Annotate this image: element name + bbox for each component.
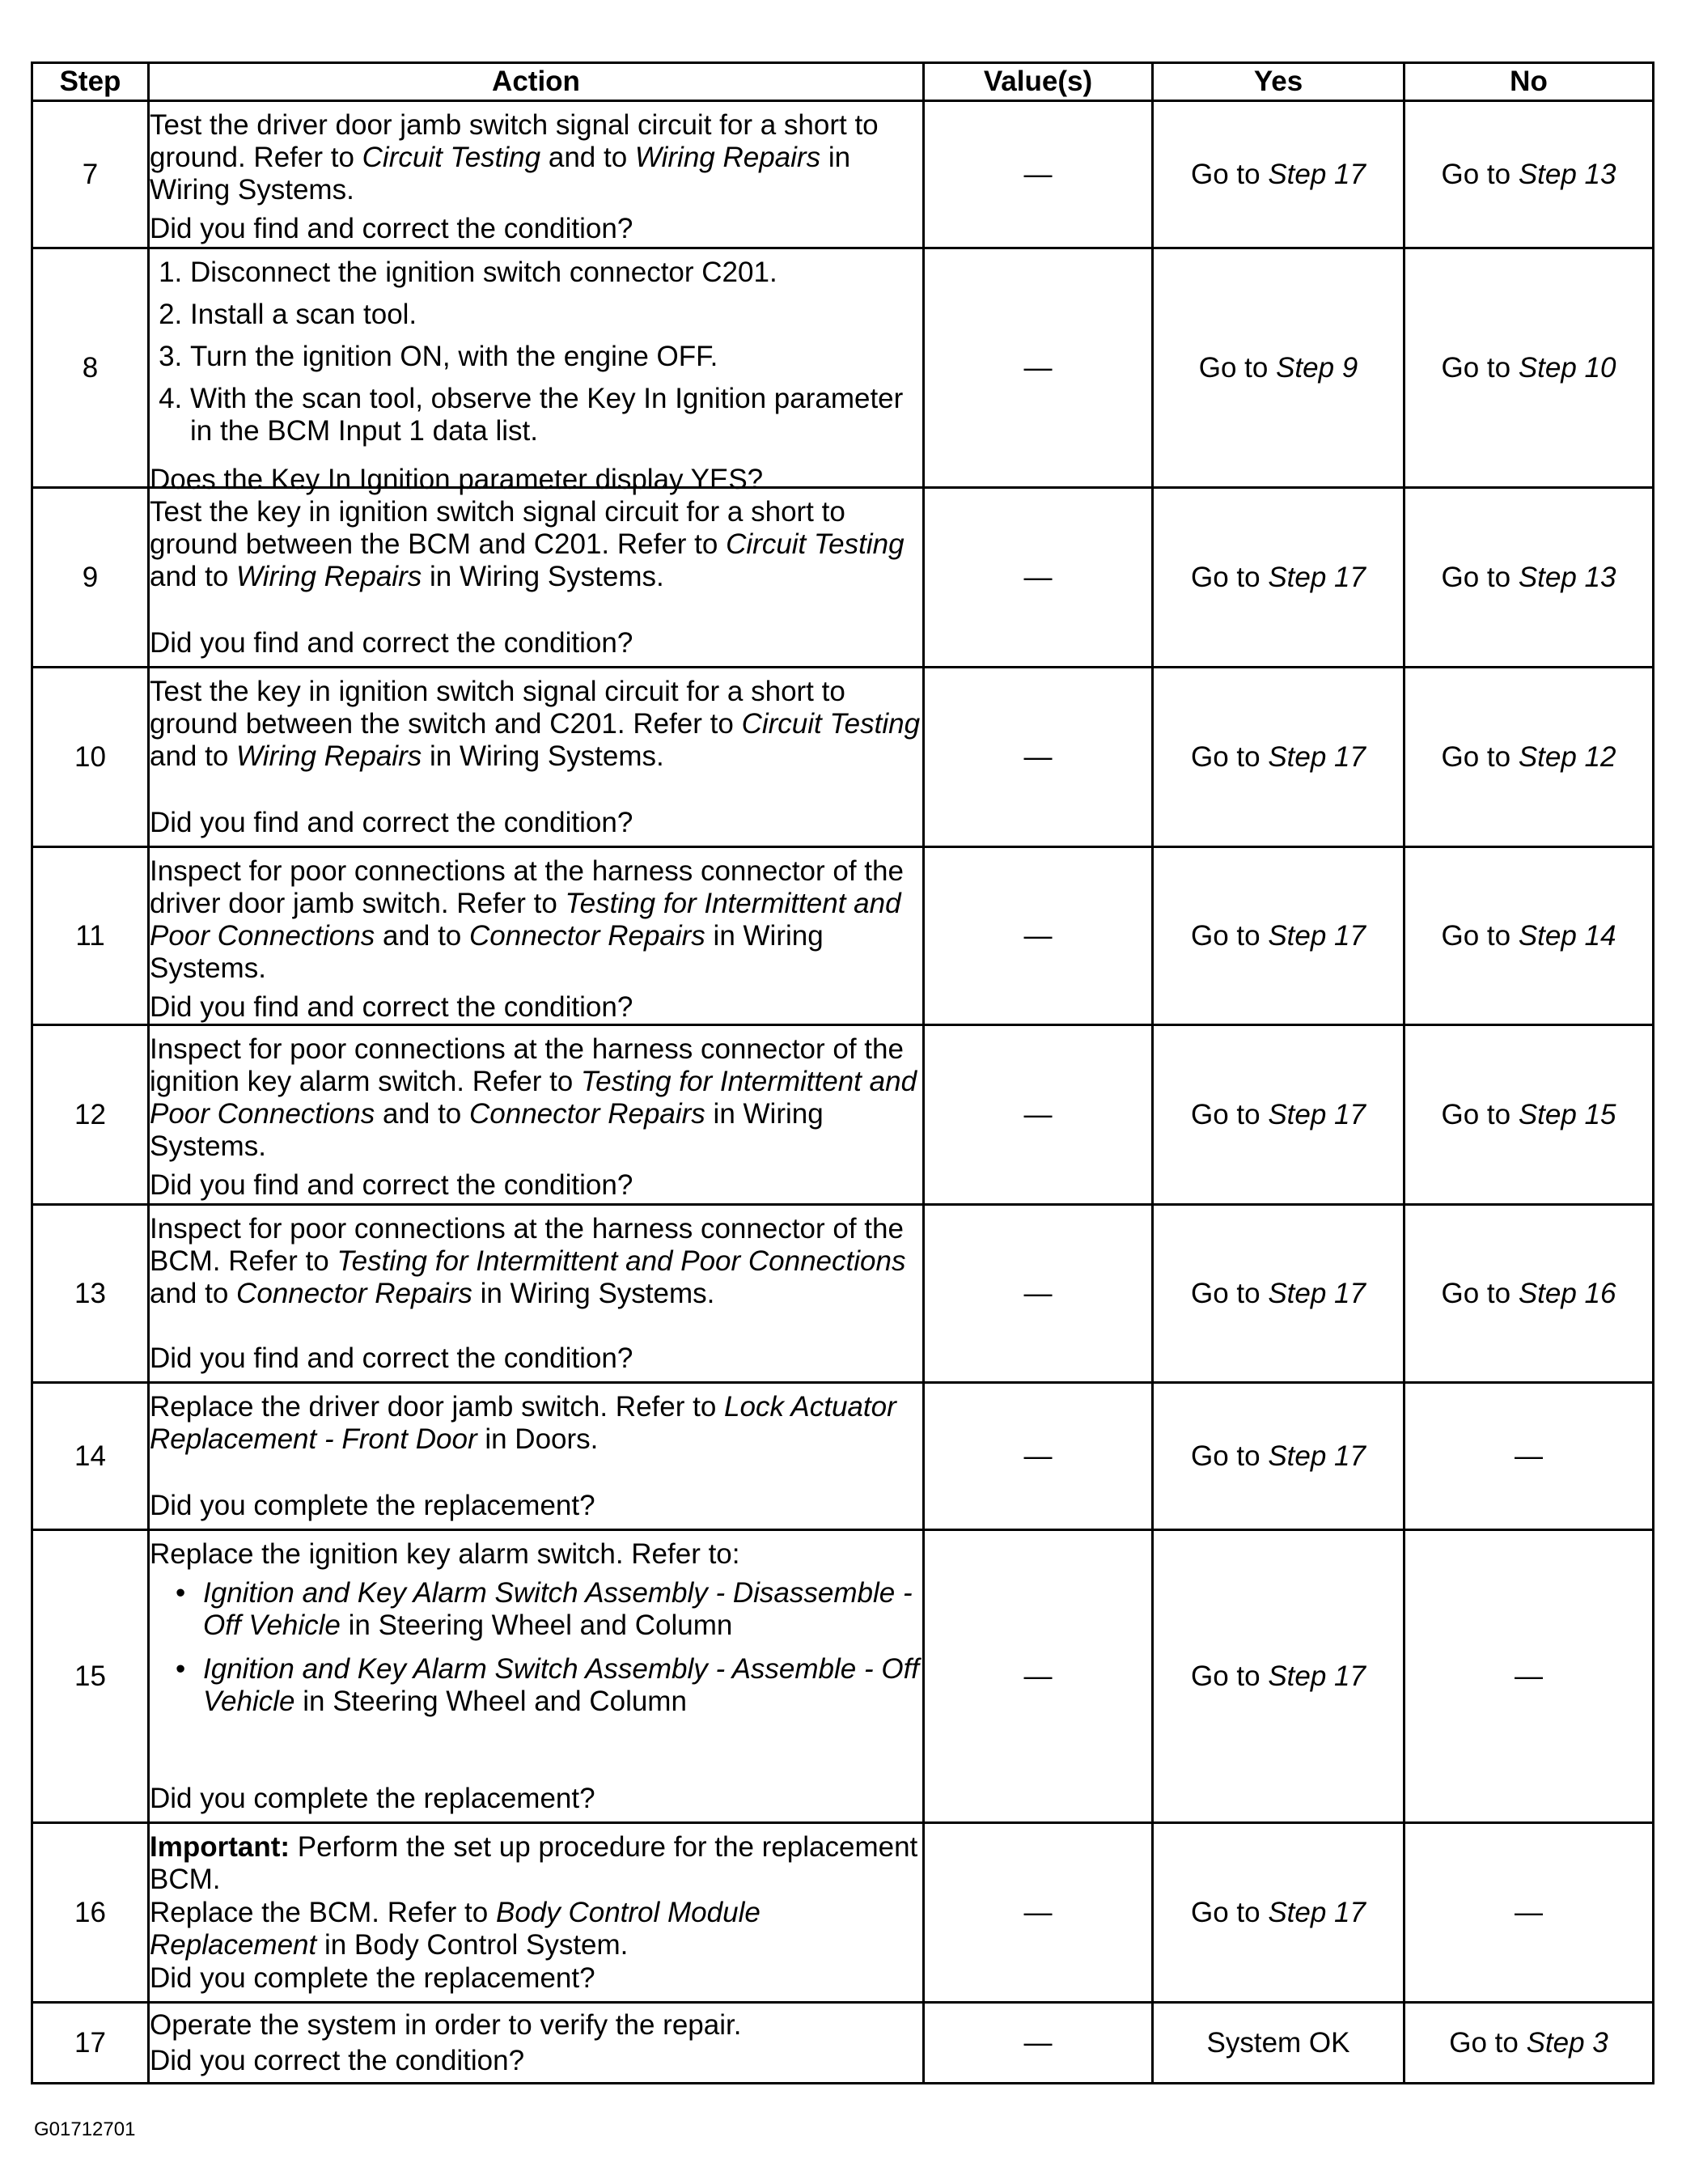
- action-text: Test the key in ignition switch signal circuit for a short to ground between the switch and C201. Refer to Circuit Testing and to Wiring Repairs in Wiring Systems.: [150, 675, 921, 772]
- yes-cell: System OK: [1153, 2003, 1404, 2084]
- table-row: [32, 1823, 1654, 2003]
- header-no: No: [1404, 63, 1654, 101]
- value-cell: —: [924, 101, 1153, 248]
- step-number: 13: [32, 1205, 149, 1383]
- action-cell: [149, 488, 924, 668]
- table-row: [32, 1530, 1654, 1823]
- action-cell: [149, 1025, 924, 1205]
- action-cell: [149, 248, 924, 495]
- action-text: Test the key in ignition switch signal circuit for a short to ground between the BCM and C201. Refer to Circuit Testing and to Wiring Repairs in Wiring Systems.: [150, 495, 905, 592]
- step-number: 10: [32, 668, 149, 847]
- no-cell: Go to Step 10: [1404, 248, 1654, 488]
- table-row: [32, 2003, 1654, 2084]
- action-text: Operate the system in order to verify the repair.: [150, 2008, 742, 2041]
- action-cell: [149, 1530, 924, 1823]
- no-cell: Go to Step 12: [1404, 668, 1654, 847]
- value-cell: —: [924, 1205, 1153, 1383]
- action-question: Did you complete the replacement?: [150, 1782, 595, 1814]
- value-cell: —: [924, 1383, 1153, 1530]
- table-row: [32, 1025, 1654, 1205]
- value-cell: —: [924, 668, 1153, 847]
- step-number: 8: [32, 248, 149, 488]
- action-question: Does the Key In Ignition parameter display YES?: [150, 463, 764, 495]
- action-text: Test the driver door jamb switch signal circuit for a short to ground. Refer to Circuit Testing and to Wiring Repairs in Wiring Systems.: [150, 108, 879, 206]
- yes-cell: Go to Step 17: [1153, 668, 1404, 847]
- action-cell: [149, 101, 924, 248]
- value-cell: —: [924, 1530, 1153, 1823]
- yes-cell: Go to Step 17: [1153, 1025, 1404, 1205]
- diagnostic-table: [31, 61, 1654, 2084]
- value-cell: —: [924, 1823, 1153, 2003]
- important-note: Important: Perform the set up procedure for the replacement BCM.: [150, 1830, 918, 1895]
- yes-cell: Go to Step 17: [1153, 101, 1404, 248]
- figure-id: G01712701: [34, 2118, 136, 2140]
- action-question: Did you correct the condition?: [150, 2044, 525, 2076]
- yes-cell: Go to Step 17: [1153, 1205, 1404, 1383]
- action-question: Did you find and correct the condition?: [150, 806, 633, 838]
- table-row: [32, 1383, 1654, 1530]
- value-cell: —: [924, 847, 1153, 1025]
- table-row: [32, 1205, 1654, 1383]
- action-question: Did you find and correct the condition?: [150, 212, 633, 244]
- step-number: 15: [32, 1530, 149, 1823]
- reference-item: • Ignition and Key Alarm Switch Assembly - Disassemble - Off Vehicle in Steering Wheel and Column: [203, 1577, 922, 1642]
- substep-item: 1. Disconnect the ignition switch connector C201.: [190, 257, 922, 289]
- action-cell: [149, 1383, 924, 1530]
- no-cell: Go to Step 13: [1404, 488, 1654, 668]
- step-number: 16: [32, 1823, 149, 2003]
- action-text: Inspect for poor connections at the harness connector of the BCM. Refer to Testing for Intermittent and Poor Connections and to Connector Repairs in Wiring Systems.: [150, 1212, 906, 1309]
- action-question: Did you find and correct the condition?: [150, 990, 633, 1023]
- action-question: Did you complete the replacement?: [150, 1489, 595, 1521]
- action-question: Did you find and correct the condition?: [150, 1168, 633, 1201]
- yes-cell: Go to Step 17: [1153, 847, 1404, 1025]
- no-cell: Go to Step 15: [1404, 1025, 1654, 1205]
- table-header-row: [32, 63, 1654, 101]
- table-row: [32, 488, 1654, 668]
- no-cell: Go to Step 16: [1404, 1205, 1654, 1383]
- no-cell: —: [1404, 1823, 1654, 2003]
- action-text: Replace the BCM. Refer to Body Control Module Replacement in Body Control System.: [150, 1896, 761, 1961]
- action-cell: [149, 2003, 924, 2084]
- yes-cell: Go to Step 17: [1153, 1530, 1404, 1823]
- value-cell: —: [924, 2003, 1153, 2084]
- action-text: Inspect for poor connections at the harness connector of the ignition key alarm switch. Refer to Testing for Intermittent and Poor Connections and to Connector Repairs in Wiring Systems.: [150, 1033, 917, 1162]
- yes-cell: Go to Step 9: [1153, 248, 1404, 488]
- substep-item: 4. With the scan tool, observe the Key In Ignition parameter in the BCM Input 1 data list.: [190, 383, 922, 447]
- action-question: Did you find and correct the condition?: [150, 626, 633, 659]
- value-cell: —: [924, 248, 1153, 488]
- table-row: [32, 101, 1654, 248]
- header-step: Step: [32, 63, 149, 101]
- step-number: 14: [32, 1383, 149, 1530]
- table-row: [32, 847, 1654, 1025]
- no-cell: Go to Step 14: [1404, 847, 1654, 1025]
- value-cell: —: [924, 1025, 1153, 1205]
- yes-cell: Go to Step 17: [1153, 1823, 1404, 2003]
- no-cell: Go to Step 3: [1404, 2003, 1654, 2084]
- step-number: 7: [32, 101, 149, 248]
- action-question: Did you find and correct the condition?: [150, 1342, 633, 1374]
- substep-item: 2. Install a scan tool.: [190, 299, 922, 331]
- action-cell: [149, 668, 924, 847]
- table-row: [32, 668, 1654, 847]
- step-number: 11: [32, 847, 149, 1025]
- action-cell: [149, 1823, 924, 2003]
- header-action: Action: [149, 63, 924, 101]
- action-cell: [149, 847, 924, 1025]
- yes-cell: Go to Step 17: [1153, 1383, 1404, 1530]
- reference-item: • Ignition and Key Alarm Switch Assembly - Assemble - Off Vehicle in Steering Wheel and Column: [203, 1653, 922, 1718]
- action-cell: [149, 1205, 924, 1383]
- step-number: 9: [32, 488, 149, 668]
- table-row: [32, 248, 1654, 488]
- no-cell: —: [1404, 1530, 1654, 1823]
- substep-item: 3. Turn the ignition ON, with the engine OFF.: [190, 341, 922, 373]
- value-cell: —: [924, 488, 1153, 668]
- step-number: 12: [32, 1025, 149, 1205]
- no-cell: —: [1404, 1383, 1654, 1530]
- header-values: Value(s): [924, 63, 1153, 101]
- action-text: Replace the ignition key alarm switch. Refer to:: [150, 1537, 740, 1570]
- substep-list: [150, 257, 922, 457]
- yes-cell: Go to Step 17: [1153, 488, 1404, 668]
- action-question: Did you complete the replacement?: [150, 1961, 595, 1994]
- reference-list: [150, 1577, 922, 1718]
- action-text: Replace the driver door jamb switch. Refer to Lock Actuator Replacement - Front Door in Doors.: [150, 1390, 896, 1455]
- step-number: 17: [32, 2003, 149, 2084]
- no-cell: Go to Step 13: [1404, 101, 1654, 248]
- header-yes: Yes: [1153, 63, 1404, 101]
- action-text: Inspect for poor connections at the harness connector of the driver door jamb switch. Refer to Testing for Intermittent and Poor Connections and to Connector Repairs in Wiring Systems.: [150, 855, 904, 984]
